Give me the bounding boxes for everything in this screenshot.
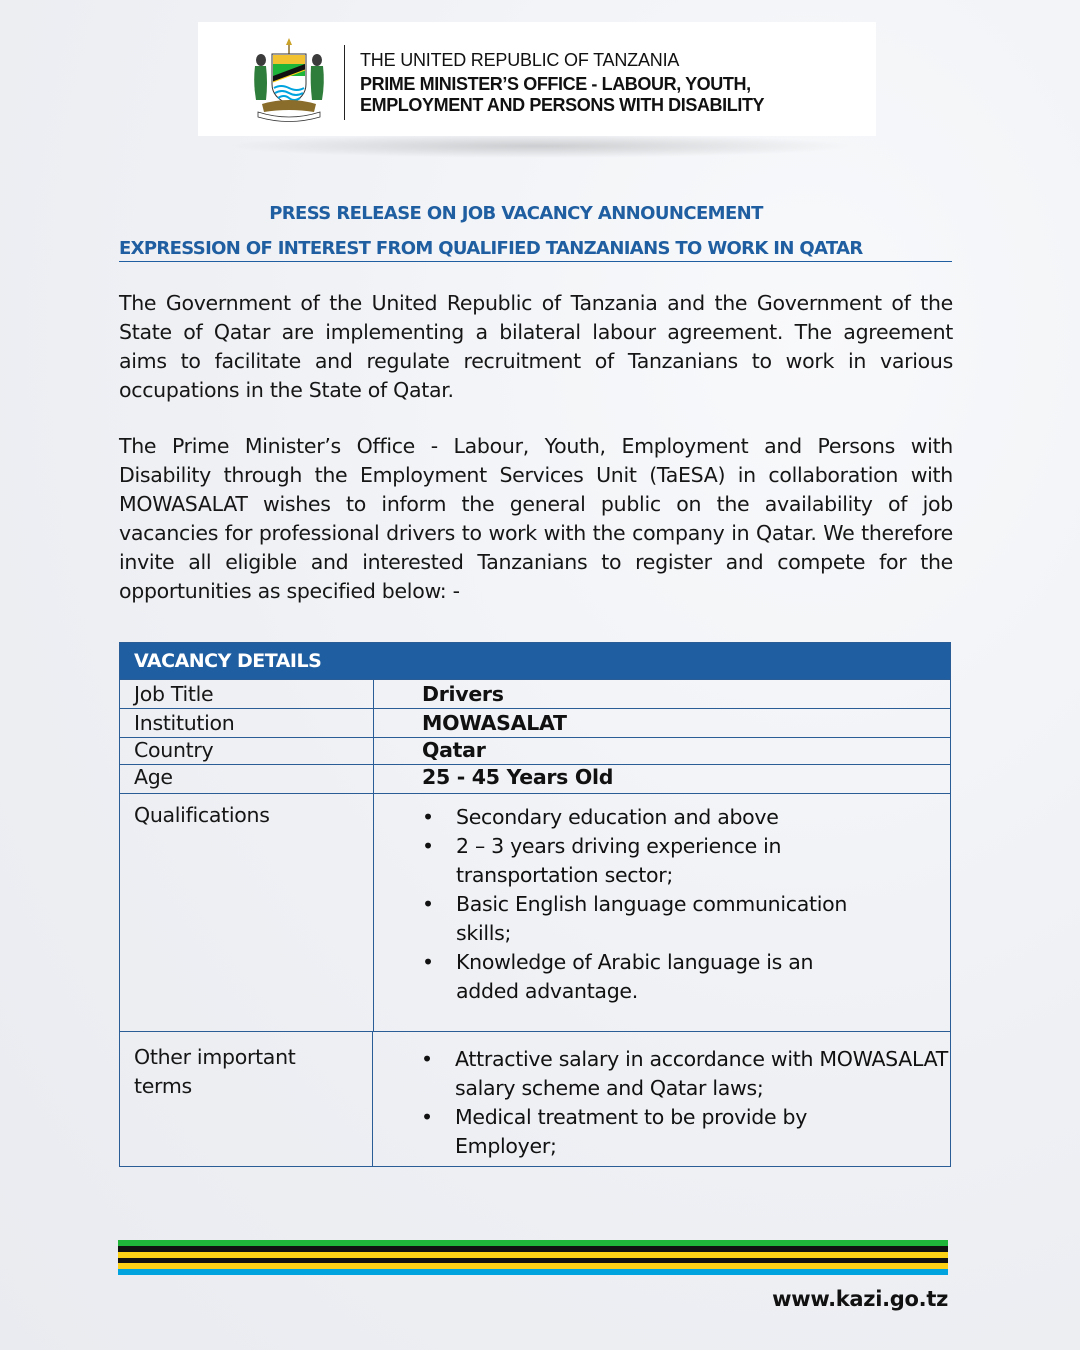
list-item: • Basic English language communication skills; [422,890,906,948]
intro-paragraph: The Government of the United Republic of Tanzania and the Government of the State of Qatar are implementing a bilateral labour agreement. The agreement aims to facilitate and regulate recruitment of Tanzanians to work in various occupations in the State of Qatar. [119,291,953,402]
vacancy-details-table [119,642,951,1167]
table-row-qualifications [120,793,950,1031]
row-label: Country [120,738,374,764]
office-name [360,74,764,116]
press-release-subtitle: EXPRESSION OF INTEREST FROM QUALIFIED TANZANIANS TO WORK IN QATAR [119,238,952,262]
row-value: Qatar [422,738,486,762]
list-item: • Attractive salary in accordance with MOWASALAT salary scheme and Qatar laws; [421,1045,950,1103]
announcement-paragraph: The Prime Minister’s Office - Labour, Youth, Employment and Persons with Disability through the Employment Services Unit (TaESA) in collaboration with MOWASALAT wishes to inform the general public on the availability of job vacancies for professional drivers to work with the company in Qatar. We therefore invite all eligible and interested Tanzanians to register and compete for the opportunities as specified below: - [119,434,953,603]
blue-stripe [118,1269,948,1275]
website-link[interactable]: www.kazi.go.tz [772,1287,948,1311]
list-item: • Knowledge of Arabic language is an added advantage. [422,948,876,1006]
list-item: • Medical treatment to be provide by Employer; [421,1103,875,1161]
table-row-age [120,764,950,793]
table-row-country [120,737,950,764]
list-item: • 2 – 3 years driving experience in transportation sector; [422,832,816,890]
row-label [120,1032,373,1166]
row-label: Qualifications [120,794,374,1031]
row-value [373,1032,950,1166]
terms-list [421,1045,950,1161]
coat-of-arms-icon [248,38,330,122]
table-row-job-title [120,679,950,708]
header-divider [344,45,345,120]
office-name-line2: EMPLOYMENT AND PERSONS WITH DISABILITY [360,95,765,115]
terms-label: Other important terms [134,1045,296,1098]
row-value: 25 - 45 Years Old [422,765,614,789]
list-item: • Secondary education and above [422,803,950,832]
row-label: Job Title [120,680,374,708]
header-shadow [220,134,855,158]
row-value [374,794,950,1031]
flag-color-stripes [118,1240,948,1275]
table-row-institution [120,708,950,737]
table-row-terms [120,1031,950,1166]
row-label: Institution [120,709,374,737]
row-value: MOWASALAT [422,711,567,735]
qualifications-list [422,803,950,1006]
press-release-title: PRESS RELEASE ON JOB VACANCY ANNOUNCEMENT [269,203,763,224]
letterhead [198,22,876,136]
country-name: THE UNITED REPUBLIC OF TANZANIA [360,50,680,70]
row-value: Drivers [422,682,504,706]
office-name-line1: PRIME MINISTER’S OFFICE - LABOUR, YOUTH, [360,74,751,94]
row-label: Age [120,765,374,793]
table-heading: VACANCY DETAILS [120,643,950,679]
